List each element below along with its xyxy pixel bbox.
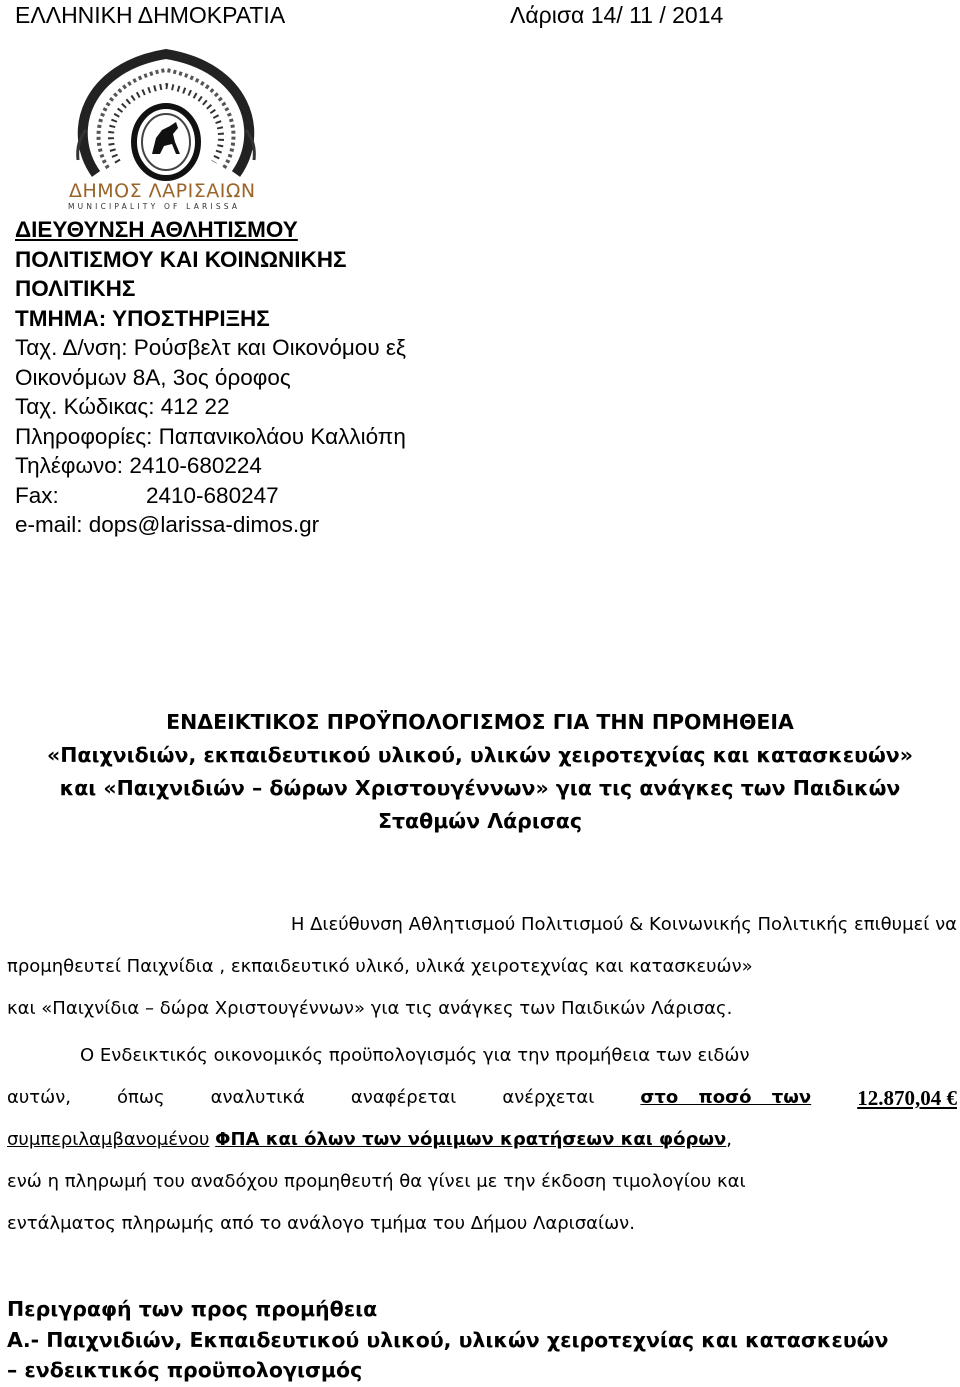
word: ανέρχεται xyxy=(502,1087,595,1108)
word: αναλυτικά xyxy=(210,1087,305,1108)
title-line: Σταθμών Λάρισας xyxy=(377,809,583,833)
fax-label: Fax: xyxy=(15,482,59,508)
country-header: ΕΛΛΗΝΙΚΗ ΔΗΜΟΚΡΑΤΙΑ xyxy=(15,2,286,28)
paragraph-budget xyxy=(7,1035,957,1245)
municipality-logo xyxy=(56,42,276,214)
address-line: Οικονόμων 8Α, 3ος όροφος xyxy=(15,364,291,390)
section-name: ΤΜΗΜΑ: ΥΠΟΣΤΗΡΙΞΗΣ xyxy=(15,305,270,331)
word: όπως xyxy=(117,1087,165,1108)
department-line: ΔΙΕΥΘΥΝΣΗ ΑΘΛΗΤΙΣΜΟΥ xyxy=(15,217,298,242)
title-line: ΕΝΔΕΙΚΤΙΚΟΣ ΠΡΟΫΠΟΛΟΓΙΣΜΟΣ ΓΙΑ ΤΗΝ ΠΡΟΜΗΘΕΙΑ xyxy=(166,710,794,734)
budget-amount: 12.870,04 € xyxy=(857,1086,957,1110)
contact-person: Πληροφορίες: Παπανικολάου Καλλιόπη xyxy=(15,423,406,449)
logo-subtitle: MUNICIPALITY OF LARISSA xyxy=(68,202,241,211)
fax-value: 2410-680247 xyxy=(146,482,279,508)
document-date: Λάρισα 14/ 11 / 2014 xyxy=(510,2,724,28)
paragraph-intro xyxy=(7,904,957,1030)
phone-number: Τηλέφωνο: 2410-680224 xyxy=(15,453,262,478)
paragraph-line xyxy=(7,1119,957,1161)
logo-name: ΔΗΜΟΣ ΛΑΡΙΣΑΙΩΝ xyxy=(69,180,256,202)
email-address: e-mail: dops@larissa-dimos.gr xyxy=(15,512,320,537)
paragraph-line: ενώ η πληρωμή του αναδόχου προμηθευτή θα γίνει με την έκδοση τιμολογίου και xyxy=(7,1171,746,1192)
department-line: ΠΟΛΙΤΙΣΜΟΥ ΚΑΙ ΚΟΙΝΩΝΙΚΗΣ xyxy=(15,246,347,272)
paragraph-line: προμηθευτεί Παιχνίδια , εκπαιδευτικό υλικό, υλικά χειροτεχνίας και κατασκευών» xyxy=(7,956,753,977)
vat-included-text: συμπεριλαμβανομένου xyxy=(7,1129,210,1150)
fax-number xyxy=(15,481,406,511)
postal-code: Ταχ. Κώδικας: 412 22 xyxy=(15,394,230,419)
section-heading: Περιγραφή των προς προμήθεια xyxy=(7,1297,378,1321)
paragraph-line: και «Παιχνίδια – δώρα Χριστουγέννων» για τις ανάγκες των Παιδικών Λάρισας. xyxy=(7,998,733,1019)
vat-taxes-text: ΦΠΑ και όλων των νόμιμων κρατήσεων και φόρων xyxy=(215,1129,727,1150)
paragraph-line: εντάλματος πληρωμής από το ανάλογο τμήμα του Δήμου Λαρισαίων. xyxy=(7,1213,635,1234)
title-line: και «Παιχνιδιών – δώρων Χριστουγέννων» για τις ανάγκες των Παιδικών xyxy=(59,776,901,800)
word: αυτών, xyxy=(7,1087,71,1108)
word: αναφέρεται xyxy=(350,1087,457,1108)
sender-info xyxy=(15,215,406,540)
document-title xyxy=(0,706,960,838)
subsection-heading: Α.- Παιχνιδιών, Εκπαιδευτικού υλικού, υλικών χειροτεχνίας και κατασκευών xyxy=(7,1328,889,1352)
title-line: «Παιχνιδιών, εκπαιδευτικού υλικού, υλικών χειροτεχνίας και κατασκευών» xyxy=(46,743,914,767)
paragraph-line: Ο Ενδεικτικός οικονομικός προϋπολογισμός για την προμήθεια των ειδών xyxy=(80,1045,750,1066)
amount-prefix: στο ποσό των xyxy=(640,1087,812,1108)
paragraph-line xyxy=(7,1077,957,1119)
subsection-heading: – ενδεικτικός προϋπολογισμός xyxy=(7,1358,363,1382)
punctuation: , xyxy=(726,1129,733,1150)
logo-emblem-icon xyxy=(56,42,276,182)
address-line: Ταχ. Δ/νση: Ρούσβελτ και Οικονόμου εξ xyxy=(15,335,406,360)
department-line: ΠΟΛΙΤΙΚΗΣ xyxy=(15,276,136,301)
paragraph-line: Η Διεύθυνση Αθλητισμού Πολιτισμού & Κοινωνικής Πολιτικής επιθυμεί να xyxy=(290,914,957,935)
